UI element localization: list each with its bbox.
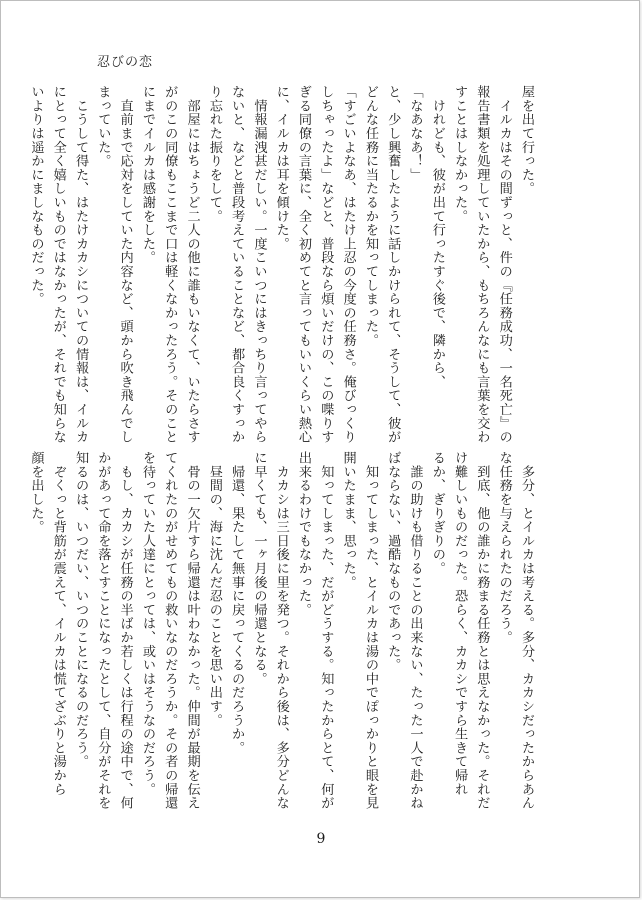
- text-line: すことはしなかった。: [452, 85, 468, 223]
- text-line: 報告書類を処理していたから、もちろんなにも言葉を交わ: [474, 85, 490, 444]
- text-line: 多分、とイルカは考える。多分、カカシだったからあん: [519, 451, 534, 810]
- text-line: り忘れた振りをして。: [206, 85, 222, 223]
- text-line: 「すごいよなあ、はたけ上忍の今度の任務さ。俺びっくり: [340, 85, 356, 444]
- text-line: まっていた。: [95, 85, 111, 168]
- text-line: 開いたまま、思った。: [340, 451, 356, 589]
- text-line: ばならない、過酷なものであった。: [385, 451, 401, 672]
- running-header: 忍びの恋: [97, 55, 154, 70]
- text-line: 屋を出て行った。: [519, 85, 534, 196]
- text-line: 知ってしまった、とイルカは湯の中でぽっかりと眼を見: [362, 451, 378, 810]
- text-line: 部屋にはちょうど二人の他に誰もいなくて、いたらさす: [184, 85, 200, 444]
- text-line: 誰の助けも借りることの出来ない、たった一人で赴かね: [407, 451, 423, 810]
- text-line: に、イルカは耳を傾けた。: [273, 85, 289, 251]
- text-line: 情報漏洩甚だしい。一度こいつにはきっちり言ってやら: [251, 85, 267, 444]
- text-line: 骨の一欠片すら帰還は叶わなかった。仲間が最期を伝え: [184, 451, 200, 810]
- text-line: にとって全く嬉しいものではなかったが、それでも知らな: [50, 85, 66, 444]
- text-line: どんな任務に当たるかを知ってしまった。: [362, 85, 378, 348]
- text-line: 知るのは、いつだい、いつのことになるのだろう。: [73, 451, 89, 769]
- text-line: こうして得た、はたけカカシについての情報は、イルカ: [73, 85, 89, 444]
- text-line: な任務を与えられたのだろう。: [496, 451, 512, 645]
- text-line: 直前まで応対をしていた内容など、頭から吹き飛んでし: [117, 85, 133, 444]
- text-line: 昼間の、海に沈んだ忍のことを思い出す。: [206, 451, 222, 727]
- text-line: 「なあなあ！」: [407, 85, 423, 182]
- text-line: 出来るわけでもなかった。: [296, 451, 312, 617]
- text-line: 帰還、果たして無事に戻ってくるのだろうか。: [229, 451, 245, 755]
- text-line: ないと、などと普段考えていることなど、都合良くすっか: [229, 85, 245, 444]
- text-line: けれども、彼が出て行ったすぐ後で、隣から、: [429, 85, 445, 389]
- text-line: ぎる同僚の言葉に、全く初めてと言ってもいいくらい熱心: [296, 85, 312, 444]
- text-line: 顔を出した。: [28, 451, 44, 534]
- text-line: 到底、他の誰かに務まる任務とは思えなかった。それだ: [474, 451, 490, 810]
- text-line: と、少し興奮したように話しかけられて、そうして、彼が: [385, 85, 401, 444]
- text-line: にまでイルカは感謝をした。: [139, 85, 155, 265]
- text-line: ぞくっと背筋が震えて、イルカは慌てざぶりと湯から: [50, 451, 66, 796]
- lower-text-block: [28, 451, 537, 810]
- text-line: るか、ぎりぎりの。: [429, 451, 445, 576]
- page-number: 9: [316, 831, 326, 847]
- text-line: いよりは遥かにましなものだった。: [28, 85, 44, 306]
- upper-text-block: [28, 85, 537, 444]
- text-line: しちゃったよ」などと、普段なら煩いだけの、この喋りす: [318, 85, 334, 444]
- text-line: 知ってしまった、だがどうする。知ったからとて、何が: [318, 451, 334, 810]
- text-line: がのこの同僚もここまで口は軽くなかったろう。そのこと: [162, 85, 178, 444]
- text-line: カカシは三日後に里を発つ。それから後は、多分どんな: [273, 451, 289, 810]
- text-line: を待っていた人達にとっては、或いはそうなのだろう。: [139, 451, 155, 796]
- text-line: てくれたのがせめてもの救いなのだろうか。その者の帰還: [162, 451, 178, 810]
- text-line: かがあって命を落とすことになったとして、自分がそれを: [95, 451, 111, 810]
- text-line: に早くても、一ヶ月後の帰還となる。: [251, 451, 267, 686]
- text-line: イルカはその間ずっと、件の『任務成功、一名死亡』の: [496, 85, 512, 444]
- text-line: もし、カカシが任務の半ばか若しくは行程の途中で、何: [117, 451, 133, 810]
- text-line: け難しいものだった。恐らく、カカシですら生きて帰れ: [452, 451, 468, 796]
